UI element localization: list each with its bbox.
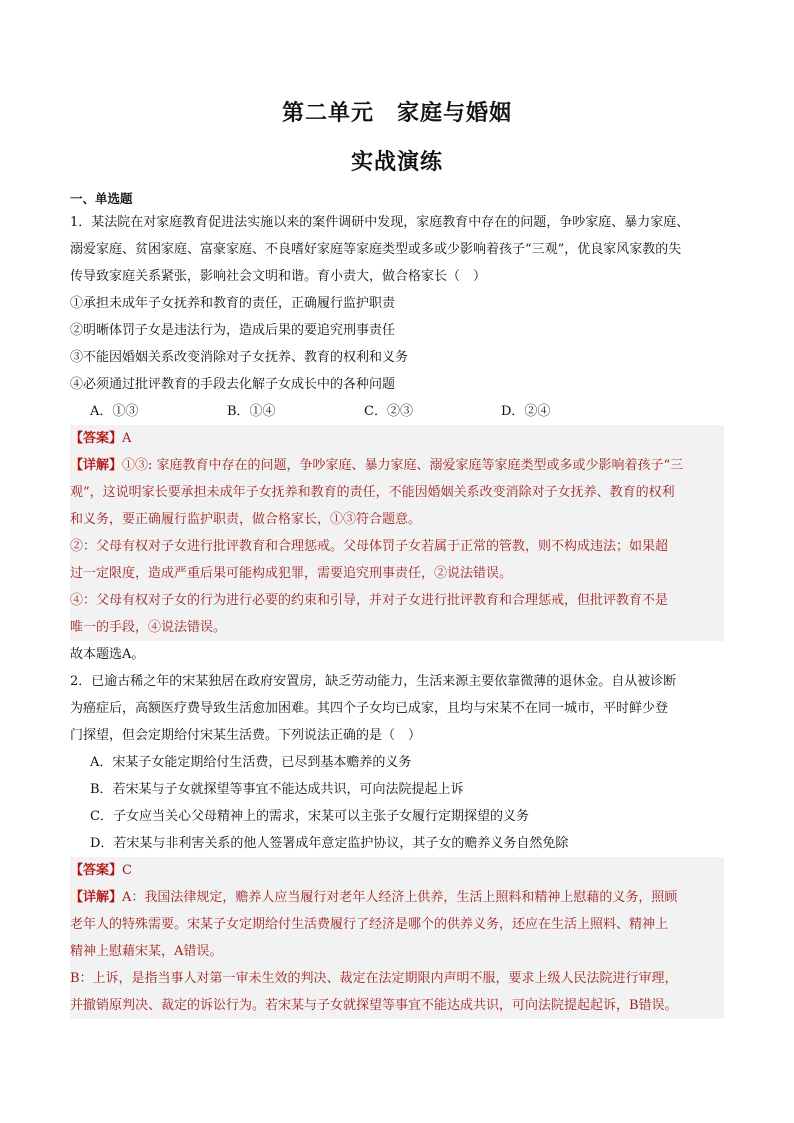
question-stem-line: 传导致家庭关系紧张，影响社会文明和谐。育小责大，做合格家长（ ） — [70, 269, 487, 284]
option-a: A．宋某子女能定期给付生活费，已尽到基本赡养的义务 — [90, 755, 412, 770]
document-body — [70, 189, 724, 1019]
explanation-line: 并撤销原判决、裁定的诉讼行为。若宋某与子女就探望等事宜不能达成共识，可向法院提起起诉，B错误。 — [70, 992, 724, 1019]
explanation-line: B：上诉，是指当事人对第一审未生效的判决、裁定在法定期限内声明不服，要求上级人民法院进行审理， — [70, 965, 724, 992]
option-c: C．②③ — [364, 404, 413, 419]
explanation-line: 和义务，要正确履行监护职责，做合格家长，①③符合题意。 — [70, 506, 724, 533]
option-b: B．①④ — [227, 404, 276, 419]
answer-value: A — [122, 431, 132, 446]
option-d: D．若宋某与非利害关系的他人签署成年意定监护协议，其子女的赡养义务自然免除 — [90, 836, 569, 851]
answer-line — [70, 857, 724, 884]
explanation-line: ④：父母有权对子女的行为进行必要的约束和引导，并对子女进行批评教育和合理惩戒，但批评教育不是 — [70, 587, 724, 614]
answer-line — [70, 425, 724, 452]
option-a: A．①③ — [90, 404, 139, 419]
question-2 — [70, 668, 724, 1019]
question-stem-line: 1．某法院在对家庭教育促进法实施以来的案件调研中发现，家庭教育中存在的问题，争吵家庭、暴力家庭、 — [70, 215, 690, 230]
explanation-line: 唯一的手段，④说法错误。 — [70, 614, 724, 641]
option-b: B．若宋某与子女就探望等事宜不能达成共识，可向法院提起上诉 — [90, 782, 464, 797]
section-heading: 一、单选题 — [70, 191, 133, 206]
answer-label: 【答案】 — [70, 863, 123, 878]
question-1 — [70, 209, 724, 668]
explanation-line: 过一定限度，造成严重后果可能构成犯罪，需要追究刑事责任，②说法错误。 — [70, 560, 724, 587]
explanation-label: 【详解】 — [70, 890, 123, 905]
question-stem-line: 门探望，但会定期给付宋某生活费。下列说法正确的是（ ） — [70, 728, 422, 743]
statement-item: ②明晰体罚子女是违法行为，造成后果的要追究刑事责任 — [70, 323, 396, 338]
statement-item: ④必须通过批评教育的手段去化解子女成长中的各种问题 — [70, 377, 396, 392]
page-subtitle: 实战演练 — [350, 150, 443, 175]
statement-item: ①承担未成年子女抚养和教育的责任，正确履行监护职责 — [70, 296, 396, 311]
explanation-label: 【详解】 — [70, 458, 123, 473]
question-stem-line: 溺爱家庭、贫困家庭、富豪家庭、不良嗜好家庭等家庭类型或多或少影响着孩子“三观”，优良家风家教的失 — [70, 242, 682, 257]
explanation-line: 老年人的特殊需要。宋某子女定期给付生活费履行了经济是哪个的供养义务，还应在生活上照料、精神上 — [70, 911, 724, 938]
question-stem-line: 2．已逾古稀之年的宋某独居在政府安置房，缺乏劳动能力，生活来源主要依靠微薄的退休金。自从被诊断 — [70, 674, 677, 689]
answer-label: 【答案】 — [70, 431, 123, 446]
option-d: D．②④ — [501, 404, 551, 419]
explanation-line: 【详解】A：我国法律规定，赡养人应当履行对老年人经济上供养，生活上照料和精神上慰藉的义务，照顾 — [70, 884, 724, 911]
question-stem-line: 为癌症后，高额医疗费导致生活愈加困难。其四个子女均已成家，且均与宋某不在同一城市，平时鲜少登 — [70, 701, 669, 716]
explanation-line: 精神上慰藉宋某，A错误。 — [70, 938, 724, 965]
explanation-line: 【详解】①③: 家庭教育中存在的问题，争吵家庭、暴力家庭、溺爱家庭等家庭类型或多或少影响着孩子“三 — [70, 452, 724, 479]
explanation-line: 观”，这说明家长要承担未成年子女抚养和教育的责任，不能因婚姻关系改变消除对子女抚养、教育的权利 — [70, 479, 724, 506]
explanation-line: ②：父母有权对子女进行批评教育和合理惩戒。父母体罚子女若属于正常的管教，则不构成违法；如果超 — [70, 533, 724, 560]
answer-value: C — [122, 863, 132, 878]
statement-item: ③不能因婚姻关系改变消除对子女抚养、教育的权利和义务 — [70, 350, 409, 365]
option-c: C．子女应当关心父母精神上的需求，宋某可以主张子女履行定期探望的义务 — [90, 809, 529, 824]
answer-options — [70, 398, 724, 425]
conclusion-line: 故本题选A。 — [70, 647, 145, 662]
page-title: 第二单元 家庭与婚姻 — [281, 101, 512, 126]
